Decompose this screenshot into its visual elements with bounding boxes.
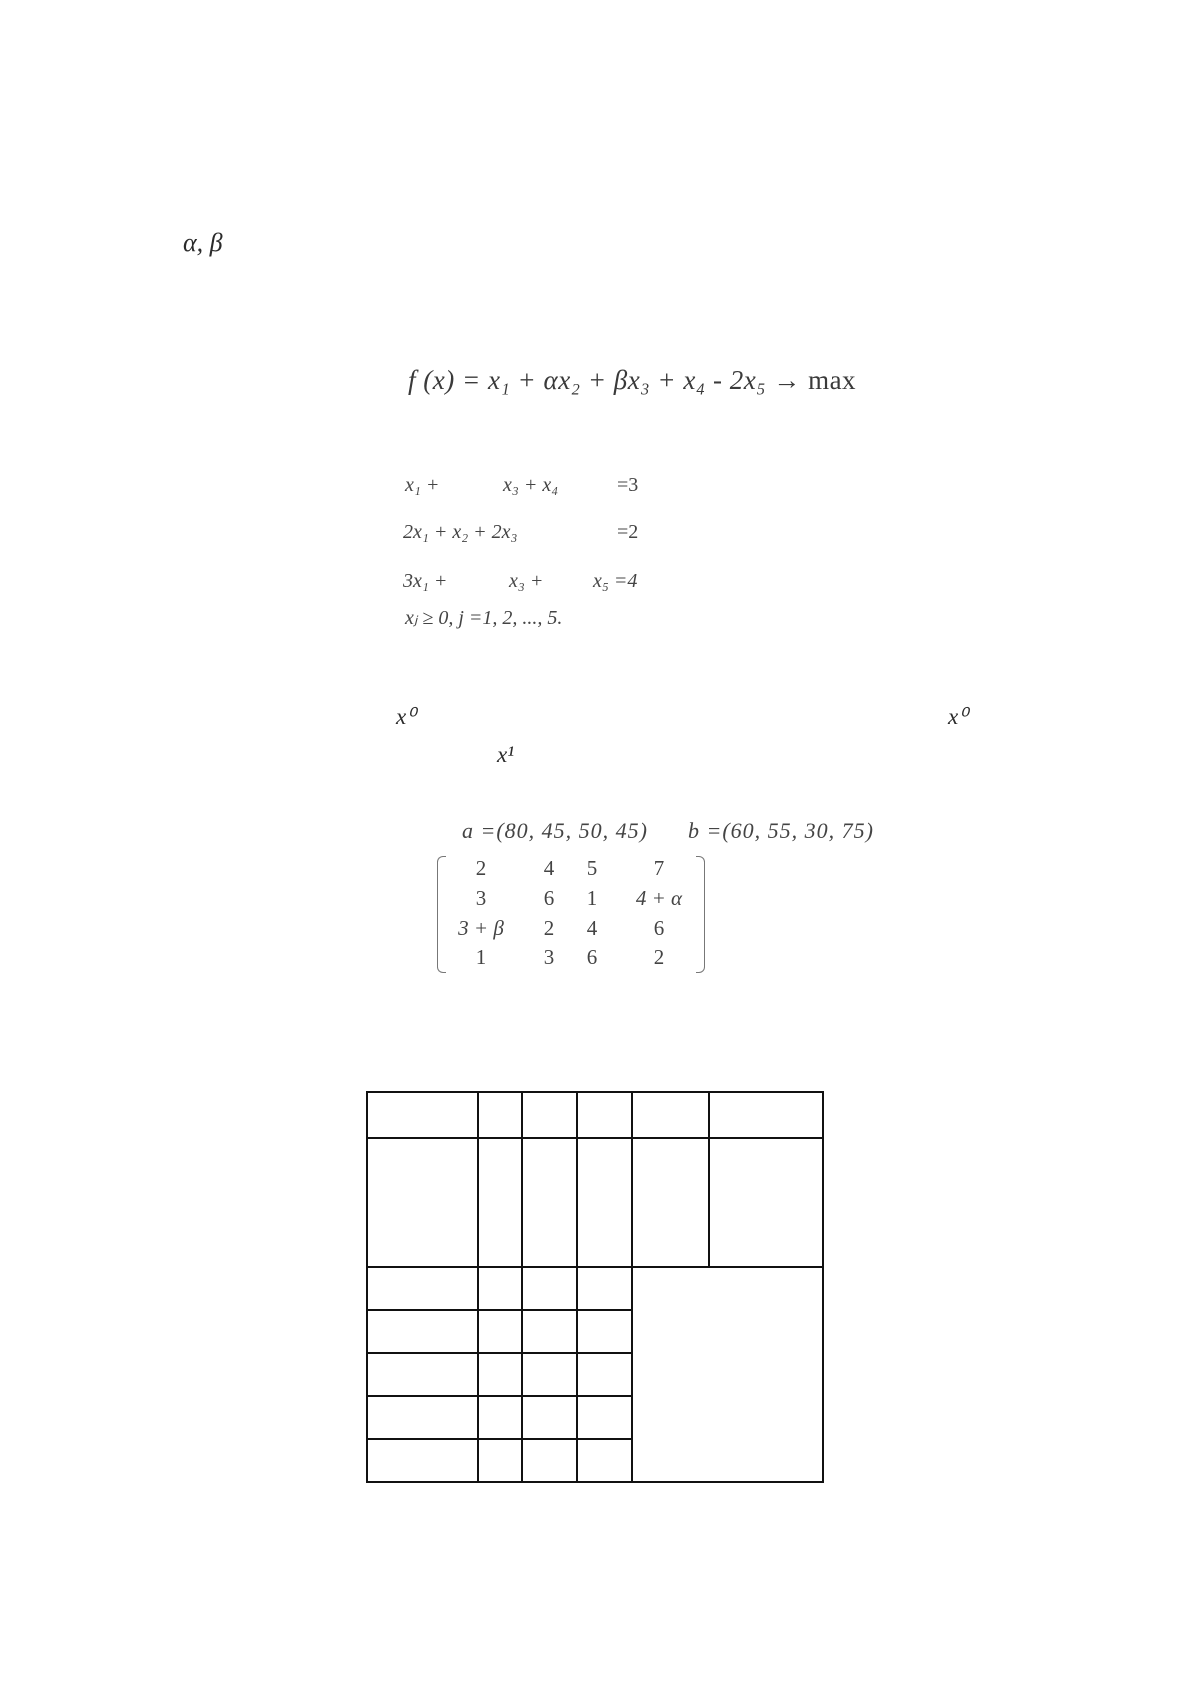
constraint-3-middle: x₃ + (509, 570, 544, 592)
matrix-cell: 3 (475, 886, 487, 910)
table-row-divider (366, 1266, 824, 1268)
constraint-1-left: x₁ + (405, 474, 440, 496)
table-border-bottom (366, 1481, 824, 1483)
objective-lhs: f (x) = (408, 365, 481, 395)
table-column-divider (576, 1091, 578, 1482)
point-x0-label: x⁰ (396, 704, 416, 729)
matrix-cell: 6 (653, 916, 665, 940)
constraint-2-right: =2 (617, 521, 639, 543)
table-border-right (822, 1091, 824, 1482)
matrix-cell: 5 (586, 856, 598, 880)
table-column-divider (521, 1091, 523, 1482)
table-row-divider (366, 1438, 632, 1440)
matrix-cell: 2 (543, 916, 555, 940)
matrix-cell: 1 (586, 886, 598, 910)
table-row-divider (366, 1309, 632, 1311)
matrix-cell: 7 (653, 856, 665, 880)
constraint-2-left: 2x₁ + x₂ + 2x₃ (403, 521, 518, 543)
matrix-cell: 3 (543, 945, 555, 969)
matrix-cell: 2 (475, 856, 487, 880)
point-x0-label-right: x⁰ (948, 704, 968, 729)
matrix-cell: 4 (586, 916, 598, 940)
matrix-cell: 4 (543, 856, 555, 880)
matrix-cell: 3 + β (458, 916, 504, 940)
table-column-divider (477, 1091, 479, 1482)
supply-vector: a =(80, 45, 50, 45) (462, 818, 648, 843)
table-border-top (366, 1091, 824, 1093)
constraint-3-right: x₅ =4 (593, 570, 638, 592)
table-row-divider (366, 1137, 824, 1139)
nonnegativity-condition: xⱼ ≥ 0, j =1, 2, ..., 5. (405, 607, 563, 629)
parameter-label: α, β (183, 228, 223, 257)
point-x1-label: x¹ (497, 742, 515, 767)
matrix-cell: 4 + α (635, 886, 683, 910)
matrix-left-bracket (437, 856, 446, 973)
demand-vector: b =(60, 55, 30, 75) (688, 818, 874, 843)
objective-goal: max (808, 365, 857, 395)
table-row-divider (366, 1352, 632, 1354)
objective-function (408, 365, 856, 396)
matrix-cell: 6 (543, 886, 555, 910)
constraint-1-right: =3 (617, 474, 639, 496)
cost-matrix (437, 856, 705, 971)
table-column-divider (708, 1091, 710, 1267)
table-column-divider (631, 1091, 633, 1482)
matrix-right-bracket (696, 856, 705, 973)
matrix-cell: 1 (475, 945, 487, 969)
matrix-cell: 2 (653, 945, 665, 969)
matrix-cell: 6 (586, 945, 598, 969)
constraint-3-left: 3x₁ + (403, 570, 448, 592)
table-border-left (366, 1091, 368, 1482)
empty-table (366, 1091, 824, 1482)
objective-terms: x₁ + αx₂ + βx₃ + x₄ - 2x₅ (487, 365, 767, 395)
constraint-1-middle: x₃ + x₄ (503, 474, 559, 496)
arrow-icon: → (773, 365, 801, 395)
table-row-divider (366, 1395, 632, 1397)
